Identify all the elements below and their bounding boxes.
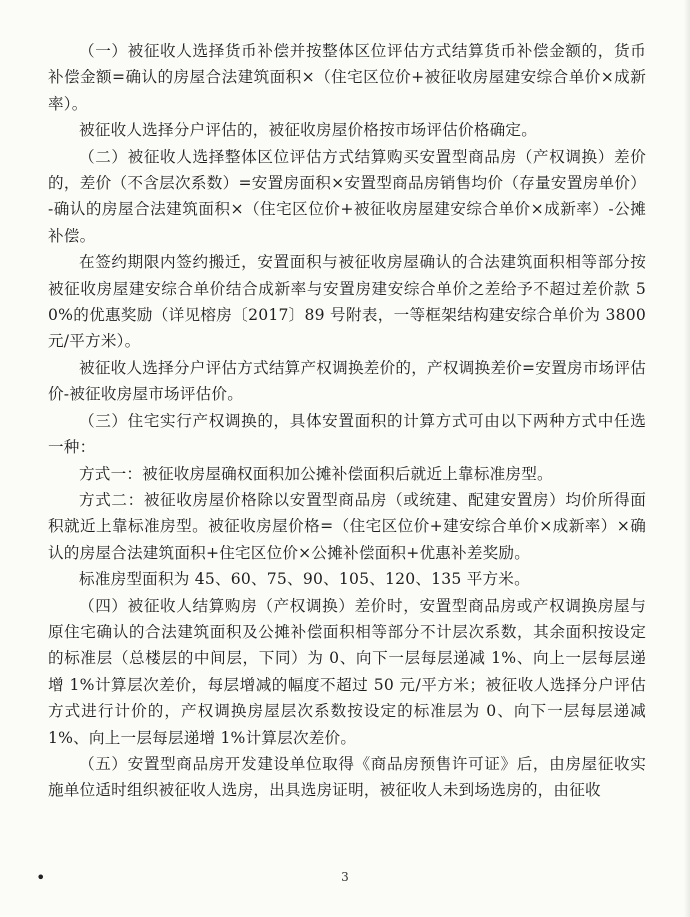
- document-body: [48, 38, 646, 804]
- paragraph-1-monetary-compensation: （一）被征收人选择货币补偿并按整体区位评估方式结算货币补偿金额的，货币补偿金额=确认的房屋合法建筑面积×（住宅区位价+被征收房屋建安综合单价×成新率）。: [48, 42, 646, 113]
- paragraph-11-unit-selection: （五）安置型商品房开发建设单位取得《商品房预售许可证》后，由房屋征收实施单位适时组织被征收人选房，出具选房证明，被征收人未到场选房的，由征收: [48, 754, 646, 800]
- paragraph-8-method-two: 方式二：被征收房屋价格除以安置型商品房（或统建、配建安置房）均价所得面积就近上靠标准房型。被征收房屋价格=（住宅区位价+建安综合单价×成新率）×确认的房屋合法建筑面积+住宅区位价×公摊补偿面积+优惠补差奖励。: [48, 490, 646, 562]
- paragraph-10-floor-coefficient: （四）被征收人结算购房（产权调换）差价时，安置型商品房或产权调换房屋与原住宅确认的合法建筑面积及公摊补偿面积相等部分不计层次系数，其余面积按设定的标准层（总楼层的中间层，下同）为 0、向下一层每层递减 1%、向上一层每层递增 1%计算层次差价，每层增减的幅度不超过 50 元/平方米；被征收人选择分户评估方式进行计价的，产权调换房屋层次系数按设定的标准层为 0、向下一层每层递减 1%、向上一层每层递增 1%计算层次差价。: [48, 596, 646, 747]
- paragraph-2-household-assessment: 被征收人选择分户评估的，被征收房屋价格按市场评估价格确定。: [79, 121, 538, 140]
- page-number: 3: [341, 870, 349, 884]
- paragraph-6-resettlement-area-methods: （三）住宅实行产权调换的，具体安置面积的计算方式可由以下两种方式中任选一种：: [48, 411, 646, 457]
- paragraph-9-standard-unit-areas: 标准房型面积为 45、60、75、90、105、120、135 平方米。: [79, 570, 530, 589]
- footer-bullet-mark: •: [36, 868, 46, 887]
- page-edge-shadow: [684, 0, 690, 917]
- paragraph-5-property-exchange-difference: 被征收人选择分户评估方式结算产权调换差价的，产权调换差价=安置房市场评估价-被征收房屋市场评估价。: [48, 358, 646, 404]
- paragraph-3-price-difference: （二）被征收人选择整体区位评估方式结算购买安置型商品房（产权调换）差价的，差价（不含层次系数）=安置房面积×安置型商品房销售均价（存量安置房单价）-确认的房屋合法建筑面积×（住宅区位价+被征收房屋建安综合单价×成新率）-公摊补偿。: [48, 147, 646, 245]
- paragraph-4-incentive-reward: 在签约期限内签约搬迁，安置面积与被征收房屋确认的合法建筑面积相等部分按被征收房屋建安综合单价结合成新率与安置房建安综合单价之差给予不超过差价款 50%的优惠奖励（详见榕房〔2017〕89 号附表，一等框架结构建安综合单价为 3800 元/平方米）。: [48, 253, 646, 351]
- paragraph-7-method-one: 方式一：被征收房屋确权面积加公摊补偿面积后就近上靠标准房型。: [79, 464, 553, 483]
